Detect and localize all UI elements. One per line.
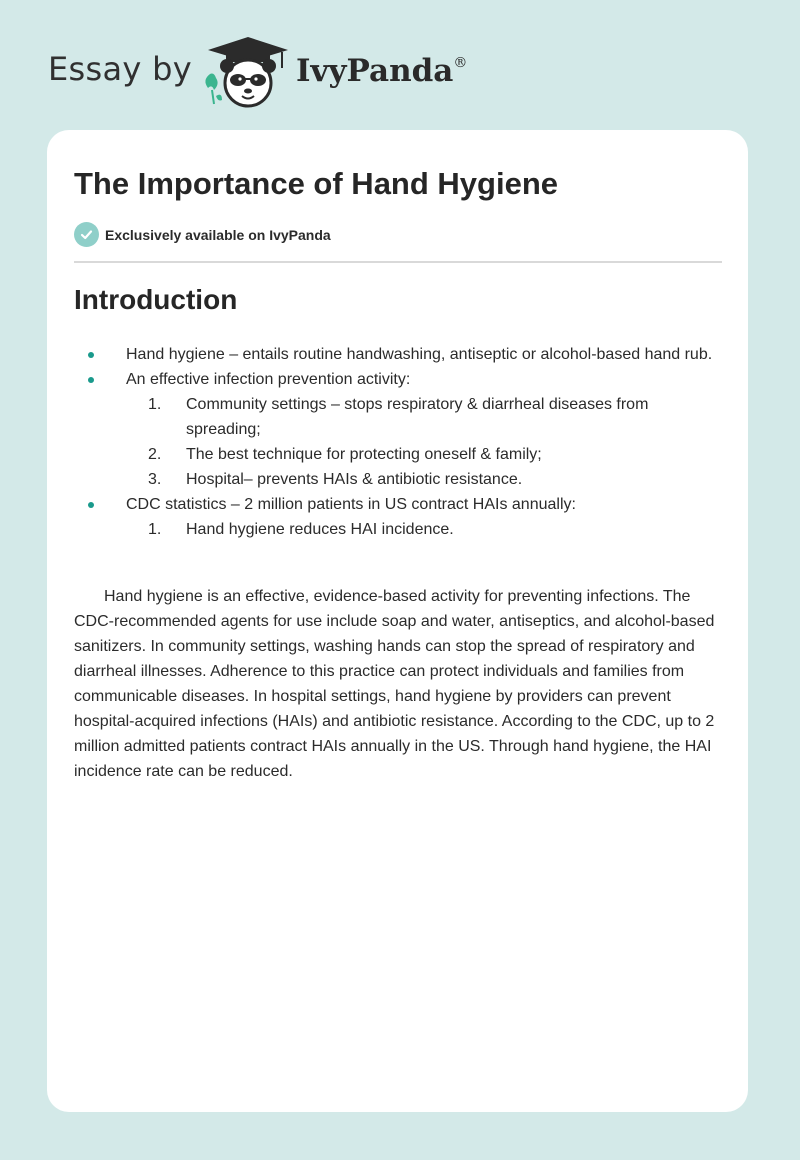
list-item [74,342,724,367]
sub-list-item [74,467,724,492]
sub-list-item-text: Hand hygiene reduces HAI incidence. [186,521,454,538]
exclusive-label: Exclusively available on IvyPanda [105,226,331,243]
registered-mark: ® [453,55,468,71]
list-item-text: Hand hygiene – entails routine handwashing, antiseptic or alcohol-based hand rub. [126,346,713,363]
list-item [74,367,724,392]
bullet-icon [88,377,94,383]
essay-card [47,130,748,1112]
site-header [0,0,800,130]
panda-graduate-icon [202,34,294,110]
check-icon [74,222,99,247]
item-number: 3. [148,471,162,488]
bullet-icon [88,502,94,508]
list-item [74,492,724,517]
sub-list-item [74,442,724,467]
sub-list-item [74,517,724,542]
list-item-text: An effective infection prevention activity: [126,371,411,388]
item-number: 1. [148,521,162,538]
brand-text: IvyPanda [296,53,454,89]
sub-list-item [74,392,724,442]
bullet-icon [88,352,94,358]
sub-list-item-text: The best technique for protecting oneself & family; [186,446,542,463]
section-heading: Introduction [74,284,238,315]
sub-list-item-text: Hospital– prevents HAIs & antibiotic resistance. [186,471,523,488]
page-title: The Importance of Hand Hygiene [74,166,559,201]
body-paragraph: Hand hygiene is an effective, evidence-based activity for preventing infections. The CDC-recommended agents for use include soap and water, antiseptics, and alcohol-based sanitizers. In community settings, washing hands can stop the spread of respiratory and diarrheal illnesses. Adherence to this practice can protect individuals and families from communicable diseases. In hospital settings, hand hygiene by providers can prevent hospital-acquired infections (HAIs) and antibiotic resistance. According to the CDC, up to 2 million admitted patients contract HAIs annually in the US. Through hand hygiene, the HAI incidence rate can be reduced. [74,588,715,780]
item-number: 2. [148,446,162,463]
list-item-text: CDC statistics – 2 million patients in US contract HAIs annually: [126,496,576,513]
divider [74,261,722,263]
exclusive-badge [74,222,331,247]
outline-list [74,342,724,542]
brand-name [296,53,467,89]
sub-list-item-text: Community settings – stops respiratory & diarrheal diseases from spreading; [186,396,649,438]
essay-by-label: Essay by [48,50,192,88]
item-number: 1. [148,396,162,413]
